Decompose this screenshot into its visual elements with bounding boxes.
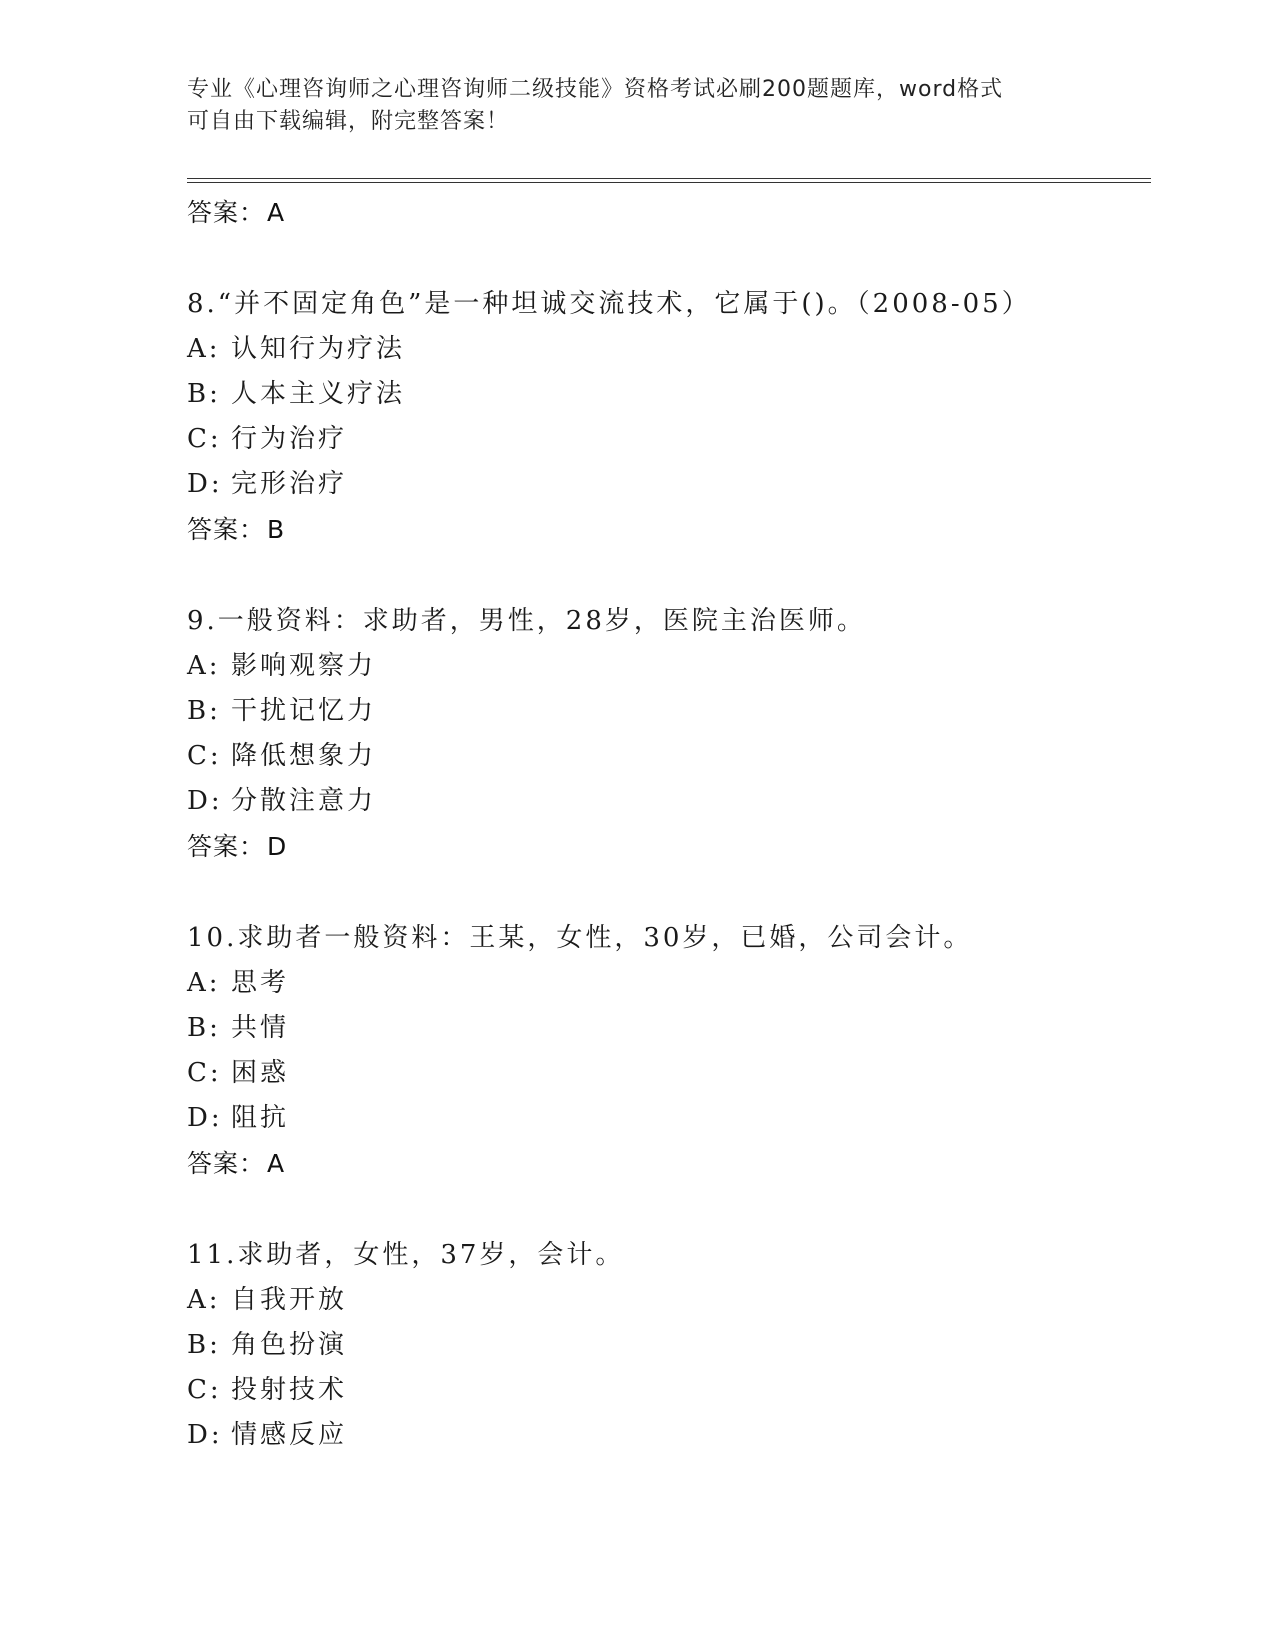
option-row (187, 417, 1151, 462)
option-key: A: (187, 651, 221, 681)
option-key: D: (187, 786, 223, 816)
answer-line (187, 1141, 1151, 1186)
option-row (187, 1096, 1151, 1141)
option-key: B: (187, 379, 221, 409)
option-text: 自我开放 (231, 1285, 348, 1315)
question-spacer (187, 869, 1151, 915)
option-key: B: (187, 1013, 221, 1043)
answer-label: 答案： (187, 198, 266, 227)
option-row (187, 462, 1151, 507)
option-key: B: (187, 696, 221, 726)
option-text: 人本主义疗法 (231, 379, 406, 409)
option-text: 思考 (231, 968, 290, 998)
option-row (187, 644, 1151, 689)
answer-label: 答案： (187, 515, 266, 544)
option-row (187, 1278, 1151, 1323)
option-text: 困惑 (231, 1058, 290, 1088)
header-line-1: 专业《心理咨询师之心理咨询师二级技能》资格考试必刷200题题库，word格式 (187, 77, 1004, 102)
option-row (187, 1368, 1151, 1413)
option-key: D: (187, 1420, 223, 1450)
option-key: B: (187, 1330, 221, 1360)
option-row (187, 1006, 1151, 1051)
option-text: 完形治疗 (231, 469, 348, 499)
option-key: C: (187, 424, 222, 454)
option-row (187, 779, 1151, 824)
option-text: 阻抗 (231, 1103, 290, 1133)
option-text: 干扰记忆力 (231, 696, 377, 726)
question-text: 8.“并不固定角色”是一种坦诚交流技术，它属于()。（2008-05） (187, 289, 1031, 319)
question-list (187, 190, 1151, 1458)
answer-label: 答案： (187, 1149, 266, 1178)
option-key: D: (187, 469, 223, 499)
option-text: 分散注意力 (231, 786, 377, 816)
answer-line (187, 190, 1151, 235)
option-text: 角色扮演 (231, 1330, 348, 1360)
question-text: 10.求助者一般资料：王某，女性，30岁，已婚，公司会计。 (187, 923, 973, 953)
option-key: A: (187, 334, 221, 364)
option-text: 共情 (231, 1013, 290, 1043)
option-row (187, 734, 1151, 779)
option-row (187, 689, 1151, 734)
question-spacer (187, 235, 1151, 281)
option-key: C: (187, 1375, 222, 1405)
option-text: 影响观察力 (231, 651, 377, 681)
answer-line (187, 507, 1151, 552)
option-key: C: (187, 741, 222, 771)
option-row (187, 372, 1151, 417)
option-text: 降低想象力 (231, 741, 377, 771)
option-text: 认知行为疗法 (231, 334, 406, 364)
option-key: D: (187, 1103, 223, 1133)
document-header (187, 74, 1087, 138)
option-text: 投射技术 (231, 1375, 348, 1405)
option-row (187, 1051, 1151, 1096)
question-spacer (187, 1186, 1151, 1232)
option-row (187, 1323, 1151, 1368)
option-text: 情感反应 (231, 1420, 348, 1450)
answer-value: D (267, 832, 288, 861)
answer-label: 答案： (187, 832, 266, 861)
option-row (187, 327, 1151, 372)
answer-value: B (267, 515, 286, 544)
option-key: A: (187, 1285, 221, 1315)
option-row (187, 961, 1151, 1006)
answer-value: A (267, 1149, 286, 1178)
answer-line (187, 824, 1151, 869)
answer-value: A (267, 198, 286, 227)
option-text: 行为治疗 (231, 424, 348, 454)
question-spacer (187, 552, 1151, 598)
question-text: 11.求助者，女性，37岁，会计。 (187, 1240, 625, 1270)
header-line-2: 可自由下载编辑，附完整答案！ (187, 109, 510, 134)
option-row (187, 1413, 1151, 1458)
question-text: 9.一般资料：求助者，男性，28岁，医院主治医师。 (187, 606, 866, 636)
option-key: A: (187, 968, 221, 998)
header-divider (187, 178, 1151, 183)
option-key: C: (187, 1058, 222, 1088)
